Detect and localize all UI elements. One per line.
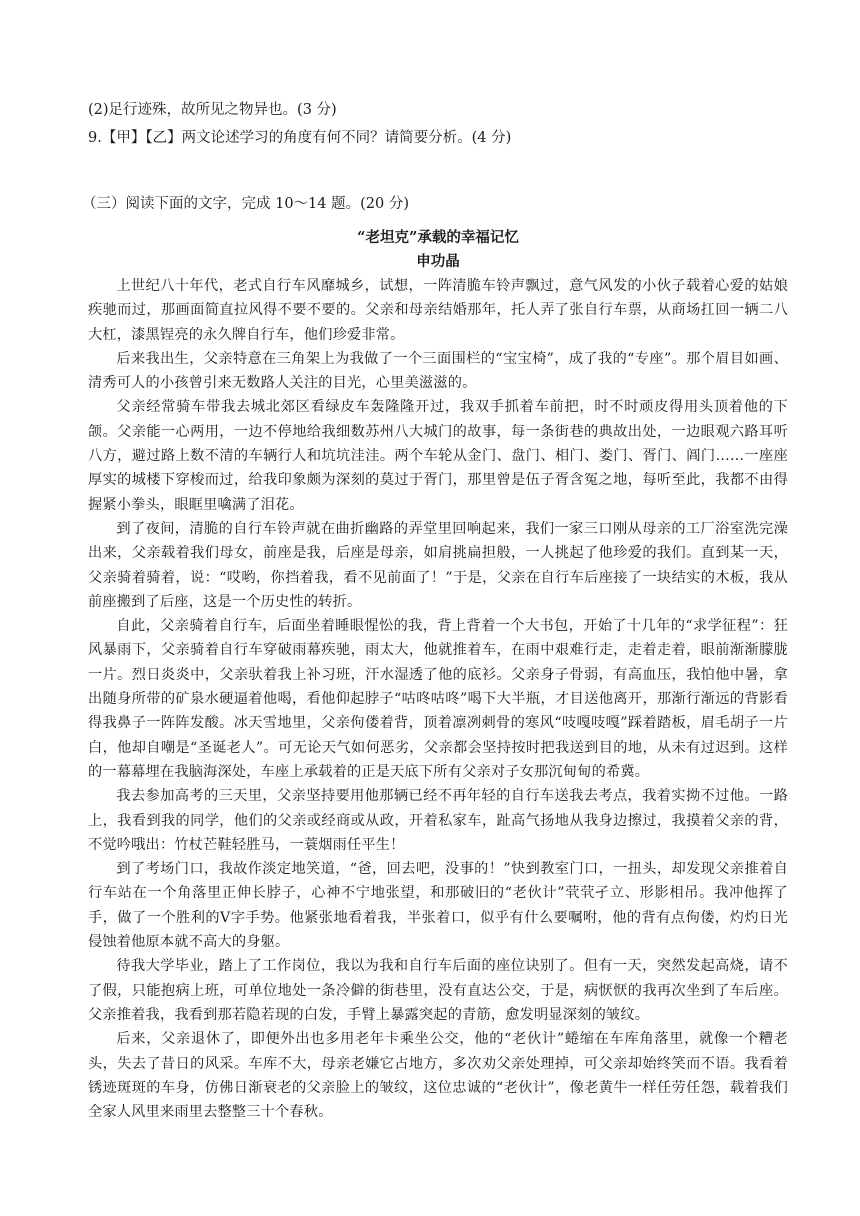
question-9: 9.【甲】【乙】两文论述学习的角度有何不同？请简要分析。(4 分) [88, 130, 512, 146]
paragraph: 父亲经常骑车带我去城北郊区看绿皮车轰隆隆开过，我双手抓着车前把，时不时顽皮得用头顶着他的下颌。父亲能一心两用，一边不停地给我细数苏州八大城门的故事，每一条街巷的典故出处，一边眼观六路耳听八方，避过路上数不清的车辆行人和坑坑洼洼。两个车轮从金门、盘门、相门、娄门、胥门、阊门……一座座厚实的城楼下穿梭而过，给我印象颇为深刻的莫过于胥门，那里曾是伍子胥含冤之地，每听至此，我都不由得握紧小拳头，眼眶里噙满了泪花。 [88, 399, 788, 513]
section-header: （三）阅读下面的文字，完成 10～14 题。(20 分) [82, 196, 409, 212]
article-author: 申功晶 [416, 253, 460, 270]
paragraph: 我去参加高考的三天里，父亲坚持要用他那辆已经不再年轻的自行车送我去考点，我着实拗不过他。一路上，我看到我的同学，他们的父亲或经商或从政，开着私家车，趾高气扬地从我身边擦过，我摸着父亲的背，不觉吟哦出：竹杖芒鞋轻胜马，一蓑烟雨任平生！ [88, 788, 788, 853]
question-8-2: (2)足行迹殊，故所见之物异也。(3 分) [88, 102, 337, 118]
paragraph: 到了夜间，清脆的自行车铃声就在曲折幽路的弄堂里回响起来，我们一家三口刚从母亲的工厂浴室洗完澡出来，父亲载着我们母女，前座是我，后座是母亲，如肩挑扁担般，一人挑起了他珍爱的我们。直到某一天，父亲骑着骑着，说：“哎哟，你挡着我，看不见前面了！”于是，父亲在自行车后座接了一块结实的木板，我从前座搬到了后座，这是一个历史性的转折。 [88, 520, 788, 610]
exam-page [82, 96, 788, 1124]
article-title: “老坦克”承载的幸福记忆 [357, 229, 519, 246]
paragraph: 上世纪八十年代，老式自行车风靡城乡，试想，一阵清脆车铃声飘过，意气风发的小伙子载着心爱的姑娘疾驰而过，那画面简直拉风得不要不要的。父亲和母亲结婚那年，托人弄了张自行车票，从商场扛回一辆二八大杠，漆黑锃亮的永久牌自行车，他们珍爱非常。 [88, 278, 788, 343]
paragraph: 后来我出生，父亲特意在三角架上为我做了一个三面围栏的“宝宝椅”，成了我的“专座”。那个眉目如画、清秀可人的小孩曾引来无数路人关注的目光，心里美滋滋的。 [88, 350, 788, 392]
paragraph: 后来，父亲退休了，即便外出也多用老年卡乘坐公交，他的“老伙计”蜷缩在车库角落里，就像一个糟老头，失去了昔日的风采。车库不大，母亲老嫌它占地方，多次劝父亲处理掉，可父亲却始终笑而不语。我看着锈迹斑斑的车身，仿佛日渐衰老的父亲脸上的皱纹，这位忠诚的“老伙计”，像老黄牛一样任劳任怨，载着我们全家人风里来雨里去整整三十个春秋。 [88, 1031, 788, 1121]
paragraph: 到了考场门口，我故作淡定地笑道，“爸，回去吧，没事的！”快到教室门口，一扭头，却发现父亲推着自行车站在一个角落里正伸长脖子，心神不宁地张望，和那破旧的“老伙计”茕茕孑立、形影相吊。我冲他挥了手，做了一个胜利的Ⅴ字手势。他紧张地看着我，半张着口，似乎有什么要嘱咐，他的背有点佝偻，灼灼日光侵蚀着他原本就不高大的身躯。 [88, 861, 788, 951]
paragraph: 待我大学毕业，踏上了工作岗位，我以为我和自行车后面的座位诀别了。但有一天，突然发起高烧，请不了假，只能抱病上班，可单位地处一条冷僻的街巷里，没有直达公交，于是，病恹恹的我再次坐到了车后座。父亲推着我，我看到那若隐若现的白发，手臂上暴露突起的青筋，愈发明显深刻的皱纹。 [88, 958, 788, 1023]
article-body [88, 274, 788, 1124]
paragraph: 自此，父亲骑着自行车，后面坐着睡眼惺忪的我，背上背着一个大书包，开始了十几年的“求学征程”：狂风暴雨下，父亲骑着自行车穿破雨幕疾驰，雨太大，他就推着车，在雨中艰难行走，走着走着，眼前渐渐朦胧一片。烈日炎炎中，父亲驮着我上补习班，汗水湿透了他的底衫。父亲身子骨弱，有高血压，我怕他中暑，拿出随身所带的矿泉水硬逼着他喝，看他仰起脖子“咕咚咕咚”喝下大半瓶，才目送他离开，那渐行渐远的背影看得我鼻子一阵阵发酸。冰天雪地里，父亲佝偻着背，顶着凛冽刺骨的寒风“吱嘎吱嘎”踩着踏板，眉毛胡子一片白，他却自嘲是“圣诞老人”。可无论天气如何恶劣，父亲都会坚持按时把我送到目的地，从未有过迟到。这样的一幕幕埋在我脑海深处，车座上承载着的正是天底下所有父亲对子女那沉甸甸的希冀。 [88, 618, 788, 780]
